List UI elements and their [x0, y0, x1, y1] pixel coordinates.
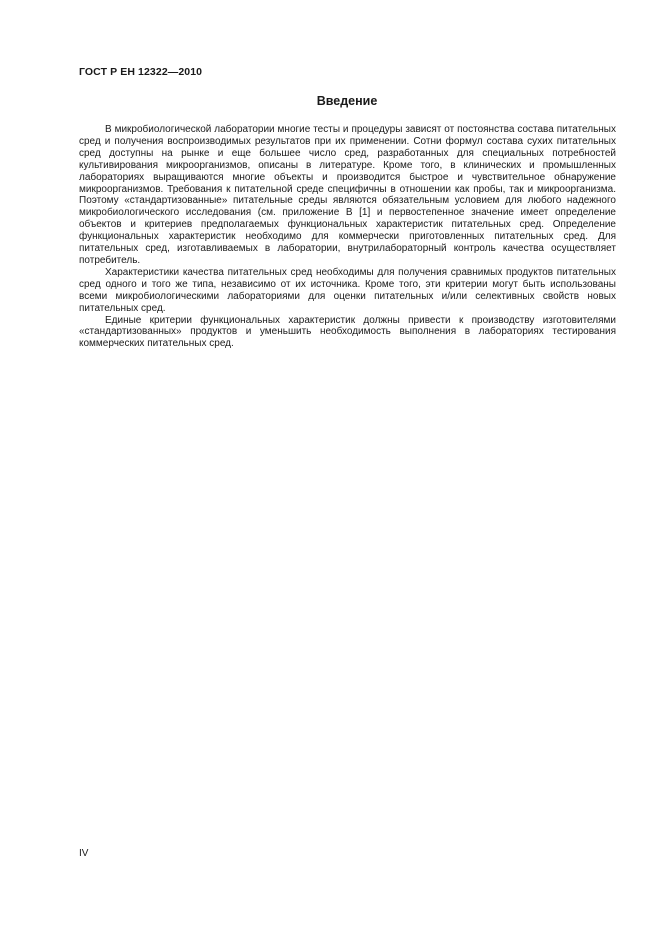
- page-number: IV: [79, 848, 89, 859]
- section-title: Введение: [316, 94, 378, 108]
- paragraph: Характеристики качества питательных сред необходимы для получения сравнимых продуктов питательных сред одного и того же типа, независимо от их источника. Кроме того, эти критерии могут быть использованы всеми микробиологическими лабораториями для оценки питательных и/или селективных свойств новых питательных сред.: [79, 266, 616, 314]
- paragraph: В микробиологической лаборатории многие тесты и процедуры зависят от постоянства состава питательных сред и получения воспроизводимых результатов при их применении. Сотни формул состава сухих питательных сред доступны на рынке и еще большее число сред, разработанных для специальных потребностей культивирования микроорганизмов, описаны в литературе. Кроме того, в клинических и промышленных лабораториях выращиваются многие объекты и производится быстрое и чувствительное обнаружение микроорганизмов. Требования к питательной среде специфичны в отношении как пробы, так и микроорганизма. Поэтому «стандартизованные» питательные среды являются обязательным условием для любого надежного микробиологического исследования (см. приложение В [1] и первостепенное значение имеет определение объектов и критериев предполагаемых функциональных характеристик питательных сред. Определение функциональных характеристик необходимо для коммерчески приготовленных питательных сред. Для питательных сред, изготавливаемых в лаборатории, внутрилабораторный контроль качества осуществляет потребитель.: [79, 124, 616, 266]
- introduction-body: [79, 124, 616, 350]
- paragraph: Единые критерии функциональных характеристик должны привести к производству изготовителями «стандартизованных» продуктов и уменьшить необходимость выполнения в лабораториях тестирования коммерческих питательных сред.: [79, 314, 616, 350]
- document-standard-header: ГОСТ Р ЕН 12322—2010: [79, 66, 203, 78]
